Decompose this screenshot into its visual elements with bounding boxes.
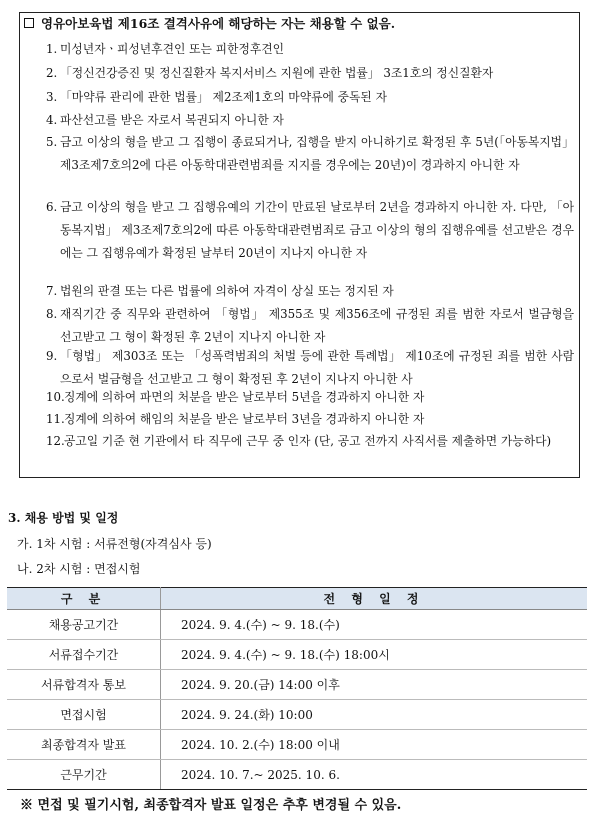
column-header: 구 분	[7, 588, 161, 610]
table-cell-label: 채용공고기간	[7, 610, 161, 640]
checkbox-icon	[24, 18, 34, 28]
table-cell-label: 면접시험	[7, 700, 161, 730]
table-row	[7, 670, 587, 700]
first-exam: 가. 1차 시험 : 서류전형(자격심사 등)	[17, 537, 212, 551]
table-cell-value: 2024. 9. 20.(금) 14:00 이후	[161, 670, 588, 700]
list-item: 5. 금고 이상의 형을 받고 그 집행이 종료되거나, 집행을 받지 아니하기로 확정된 후 5년(「아동복지법」 제3조제7호의2에 다른 아동학대관련범죄를 지지를 경우에는 20년)이 경과하지 아니한 자	[46, 135, 574, 172]
list-item: 3. 「마약류 관리에 관한 법률」 제2조제1호의 마약류에 중독된 자	[46, 90, 387, 104]
table-cell-label: 최종합격자 발표	[7, 730, 161, 760]
table-cell-value: 2024. 10. 7.~ 2025. 10. 6.	[161, 760, 588, 790]
list-item: 7. 법원의 판결 또는 다른 법률에 의하여 자격이 상실 또는 정지된 자	[46, 284, 394, 298]
list-item: 8. 재직기간 중 직무와 관련하여 「형법」 제355조 및 제356조에 규정된 죄를 범한 자로서 벌금형을 선고받고 그 형이 확정된 후 2년이 지나지 아니한 자	[46, 307, 574, 344]
list-item: 9. 「형법」 제303조 또는 「성폭력범죄의 처벌 등에 관한 특례법」 제10조에 규정된 죄를 범한 사람으로서 벌금형을 선고받고 그 형이 확정된 후 2년이 지나지 아니한 사	[46, 349, 574, 386]
table-cell-value: 2024. 9. 4.(수) ~ 9. 18.(수)	[161, 610, 588, 640]
table-row	[7, 760, 587, 790]
column-header: 전 형 일 정	[161, 588, 588, 610]
schedule-table	[7, 587, 587, 790]
table-row	[7, 730, 587, 760]
second-exam: 나. 2차 시험 : 면접시험	[17, 562, 141, 576]
table-cell-value: 2024. 10. 2.(수) 18:00 이내	[161, 730, 588, 760]
table-header-row	[7, 588, 587, 610]
table-row	[7, 700, 587, 730]
table-row	[7, 640, 587, 670]
list-item: 1. 미성년자ㆍ피성년후견인 또는 피한정후견인	[46, 42, 285, 56]
table-cell-value: 2024. 9. 4.(수) ~ 9. 18.(수) 18:00시	[161, 640, 588, 670]
table-row	[7, 610, 587, 640]
schedule-note: ※ 면접 및 필기시험, 최종합격자 발표 일정은 추후 변경될 수 있음.	[20, 798, 402, 813]
list-item: 2. 「정신건강증진 및 정신질환자 복지서비스 지원에 관한 법률」 3조1호의 정신질환자	[46, 66, 494, 80]
list-item: 10. 징계에 의하여 파면의 처분을 받은 날로부터 5년을 경과하지 아니한 자	[46, 390, 425, 404]
list-item: 6. 금고 이상의 형을 받고 그 집행유예의 기간이 만료된 날로부터 2년을 경과하지 아니한 자. 다만, 「아동복지법」 제3조제7호의2에 따른 아동학대관련범죄로 금고 이상의 형의 집행유예를 선고받은 경우에는 그 집행유예가 확정된 날부터 20년이 지나지 아니한 자	[46, 200, 574, 260]
list-item: 12. 공고일 기준 현 기관에서 타 직무에 근무 중 인자 (단, 공고 전까지 사직서를 제출하면 가능하다)	[46, 434, 552, 448]
section-title: 3. 채용 방법 및 일정	[8, 511, 119, 525]
table-cell-label: 서류접수기간	[7, 640, 161, 670]
table-cell-label: 서류합격자 통보	[7, 670, 161, 700]
table-cell-value: 2024. 9. 24.(화) 10:00	[161, 700, 588, 730]
list-item: 4. 파산선고를 받은 자로서 복권되지 아니한 자	[46, 113, 284, 127]
list-item: 11. 징계에 의하여 해임의 처분을 받은 날로부터 3년을 경과하지 아니한 자	[46, 412, 425, 426]
table-cell-label: 근무기간	[7, 760, 161, 790]
disqualification-title: 영유아보육법 제16조 결격사유에 해당하는 자는 채용할 수 없음.	[24, 14, 395, 32]
